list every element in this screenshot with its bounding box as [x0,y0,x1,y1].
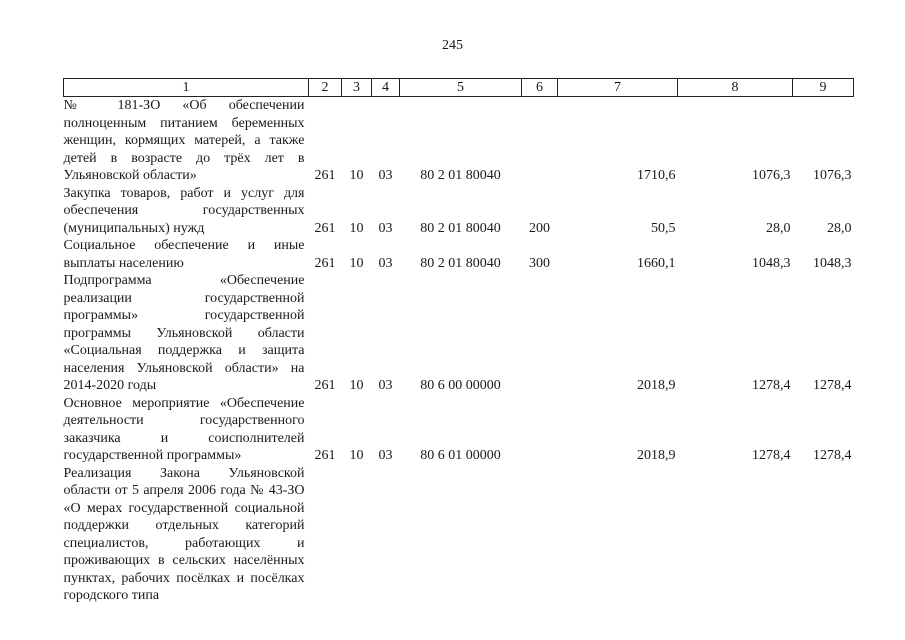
cell-expense-type [522,465,558,605]
col-header-3: 3 [342,79,372,97]
cell-amount-7: 2018,9 [637,378,676,393]
cell-amount-9: 1048,3 [813,255,852,271]
table-row [64,465,854,605]
cell-amount-8: 1278,4 [752,378,791,393]
cell-amount-8: 1048,3 [752,255,791,271]
table-row [64,185,854,238]
cell-amount-9: 1278,4 [813,378,852,393]
cell-amount-7: 1710,6 [637,168,676,183]
cell-amount-8: 1278,4 [752,448,791,463]
cell-subsection: 03 [378,448,393,463]
cell-amount-7 [558,465,678,605]
col-header-9: 9 [793,79,854,97]
table-row [64,272,854,395]
cell-target-code: 80 2 01 80040 [420,168,501,183]
row-description: № 181-ЗО «Об обеспечении полноценным питанием беременных женщин, кормящих матерей, а также детей в возрасте до трёх лет в Ульяновской области» [63,98,305,183]
page-number: 245 [442,38,463,53]
cell-subsection: 03 [378,168,393,183]
col-header-6: 6 [522,79,558,97]
cell-amount-8: 28,0 [766,220,791,236]
col-header-4: 4 [372,79,400,97]
cell-expense-type: 300 [529,255,550,271]
cell-expense-type [522,395,558,465]
cell-target-code: 80 2 01 80040 [420,255,501,271]
cell-expense-type: 200 [529,220,550,236]
table-row [64,237,854,272]
cell-expense-type [522,97,558,185]
col-header-1: 1 [64,79,309,97]
cell-section: 10 [349,168,364,183]
cell-subsection: 03 [378,255,393,271]
cell-section [342,465,372,605]
cell-subsection: 03 [378,220,393,236]
cell-amount-8 [678,465,793,605]
cell-target-code: 80 2 01 80040 [420,220,501,236]
cell-ministry: 261 [314,378,336,393]
cell-subsection: 03 [378,378,393,393]
col-header-2: 2 [309,79,342,97]
cell-amount-7: 1660,1 [637,255,676,271]
table-row [64,97,854,185]
row-description: Закупка товаров, работ и услуг для обеспечения государственных (муниципальных) нужд [63,185,305,236]
col-header-5: 5 [400,79,522,97]
cell-section: 10 [349,255,364,271]
cell-expense-type [522,272,558,395]
cell-target-code [400,465,522,605]
table-row [64,395,854,465]
table-header-row [64,79,854,97]
row-description: Реализация Закона Ульяновской области от 5 апреля 2006 года № 43-ЗО «О мерах государственной социальной поддержки отдельных категорий специалистов, работающих и проживающих в сельских населённых пунктах, рабочих посёлках и посёлках городского типа [63,465,305,603]
cell-amount-7: 50,5 [651,220,676,236]
row-description: Социальное обеспечение и иные выплаты населению [63,238,305,271]
cell-amount-9: 1278,4 [813,448,852,463]
cell-ministry: 261 [314,255,336,271]
cell-target-code: 80 6 01 00000 [420,448,501,463]
cell-amount-8: 1076,3 [752,168,791,183]
row-description: Основное мероприятие «Обеспечение деятельности государственного заказчика и соисполнителей государственной программы» [63,395,305,463]
cell-ministry: 261 [314,448,336,463]
cell-amount-9: 1076,3 [813,168,852,183]
cell-section: 10 [349,448,364,463]
cell-ministry: 261 [314,220,336,236]
cell-amount-9: 28,0 [827,220,852,236]
cell-ministry: 261 [314,168,336,183]
cell-amount-9 [793,465,854,605]
budget-table [63,78,854,605]
cell-section: 10 [349,220,364,236]
cell-ministry [309,465,342,605]
cell-section: 10 [349,378,364,393]
col-header-7: 7 [558,79,678,97]
cell-subsection [372,465,400,605]
col-header-8: 8 [678,79,793,97]
row-description: Подпрограмма «Обеспечение реализации государственной программы» государственной программы Ульяновской области «Социальная поддержка и защита населения Ульяновской области» на 2014-2020 годы [63,273,305,393]
cell-target-code: 80 6 00 00000 [420,378,501,393]
cell-amount-7: 2018,9 [637,448,676,463]
